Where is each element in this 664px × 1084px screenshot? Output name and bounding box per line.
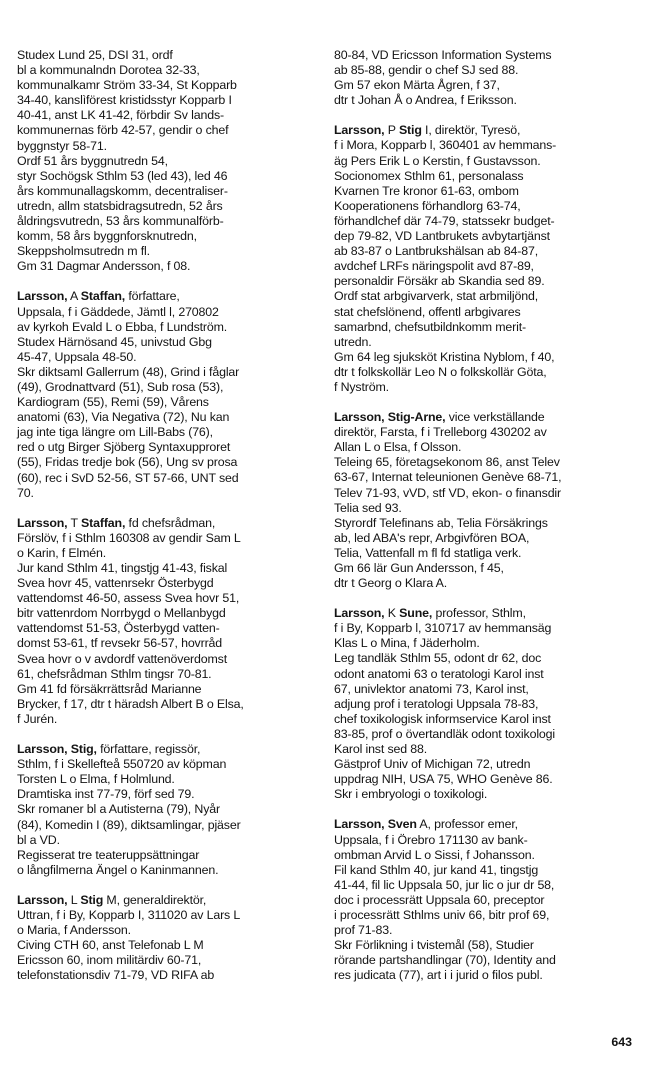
entry-line: Svea hovr o v avdordf vattenöverdomst (17, 651, 228, 666)
initial: T (67, 515, 82, 530)
entry-line: Gm 31 Dagmar Andersson, f 08. (17, 259, 191, 274)
given-name: Staffan, (81, 515, 126, 530)
entry-line: års kommunallagskomm, decentraliser- (17, 183, 228, 198)
entry-line: utredn, allm statsbidragsutredn, 52 års (17, 198, 223, 213)
entry-line: Teleing 65, företagsekonom 86, anst Telev (334, 455, 560, 470)
entry-line: Uppsala, f i Gäddede, Jämtl l, 270802 (17, 304, 219, 319)
entry-line: jag inte tiga längre om Lill-Babs (76), (17, 425, 213, 440)
entry-line: stat chefslönend, offentl arbgivares (334, 304, 521, 319)
entry-heading (17, 742, 317, 757)
entry-line: ab 83-87 o Lantbrukshälsan ab 84-87, (334, 244, 539, 259)
entry-line: Gm 66 lär Gun Andersson, f 45, (334, 561, 504, 575)
entry-line: Kardiogram (55), Remi (59), Vårens (17, 395, 209, 410)
entry-line: Jur kand Sthlm 41, tingstjg 41-43, fiskal (17, 561, 228, 575)
entry-line: 63-67, Internat teleunionen Genève 68-71, (334, 470, 562, 485)
entry-line: Dramtiska inst 77-79, förf sed 79. (17, 787, 195, 802)
entry-line: chef toxikologisk informservice Karol inst (334, 711, 551, 726)
entry-line: f Nyström. (334, 379, 389, 394)
entry-gap (334, 395, 634, 410)
entry-line: Gm 57 ekon Märta Ågren, f 37, (334, 78, 500, 93)
entry-line: Skr diktsaml Gallerrum (48), Grind i fåglar (17, 364, 240, 379)
heading-text: A, professor emer, (416, 817, 518, 832)
entry-line: uppdrag NIH, USA 75, WHO Genève 86. (334, 772, 553, 787)
heading-text: författare, regissör, (96, 742, 201, 757)
entry-line: red o utg Birger Sjöberg Syntaxupproret (17, 440, 231, 455)
entry-line: personaldir Försäkr ab Skandia sed 89. (334, 274, 545, 289)
entry-line: Ordf stat arbgivarverk, stat arbmiljönd, (334, 289, 539, 304)
entry-line: komm, 58 års byggnforsknutredn, (17, 229, 197, 244)
entry-line: Svea hovr 45, vattenrsekr Österbygd (17, 576, 214, 591)
surname: Larsson, (334, 817, 385, 832)
entry-line: i processrätt Sthlms univ 66, bitr prof 69, (334, 907, 550, 922)
entry-line: Förslöv, f i Sthlm 160308 av gendir Sam L (17, 530, 241, 545)
entry-line: o långfilmerna Ängel o Kaninmannen. (17, 862, 219, 877)
entry-line: kommunernas förb 42-57, gendir o chef (17, 123, 229, 138)
surname: Larsson, Stig-Arne, (334, 410, 446, 425)
entry-line: äg Pers Erik L o Kerstin, f Gustavsson. (334, 153, 541, 168)
entry-line: Studex Lund 25, DSI 31, ordf (17, 48, 173, 62)
heading-text: M, generaldirektör, (103, 892, 207, 907)
entry-line: 80-84, VD Ericsson Information Systems (334, 48, 552, 62)
entry-line: Telia sed 93. (334, 500, 402, 515)
entry-gap (334, 591, 634, 606)
entry-line: Uttran, f i By, Kopparb I, 311020 av Lars L (17, 907, 241, 922)
given-name: Sune, (399, 606, 433, 621)
entry-line: bl a VD. (17, 832, 60, 847)
entry-line: bitr vattenrdom Norrbygd o Mellanbygd (17, 606, 226, 621)
entry-line: Studex Härnösand 45, univstud Gbg (17, 334, 212, 349)
given-name: Stig (398, 123, 422, 138)
entry-line: Skr Förlikning i tvistemål (58), Studier (334, 938, 534, 953)
entry-line: Kooperationens förhandlorg 63-74, (334, 198, 521, 213)
entry-line: 83-85, prof o övertandläk odont toxikologi (334, 726, 556, 741)
entry-line: odont anatomi 63 o teratologi Karol inst (334, 666, 544, 681)
entry-line: Fil kand Sthlm 40, jur kand 41, tingstjg (334, 862, 539, 877)
entry-line: byggnstyr 58-71. (17, 138, 107, 153)
entry-line: dtr t Georg o Klara A. (334, 576, 448, 591)
entry-line: Kvarnen Tre kronor 61-63, ombom (334, 183, 519, 198)
entry-line: Civing CTH 60, anst Telefonab L M (17, 938, 204, 953)
surname: Larsson, Stig, (17, 742, 97, 757)
entry-line: (84), Komedin I (89), diktsamlingar, pjäser (17, 817, 241, 832)
entry-line: (60), rec i SvD 52-56, ST 57-66, UNT sed (17, 470, 239, 485)
entry-line: utredn. (334, 334, 372, 349)
entry-heading (17, 289, 317, 304)
surname: Larsson, (334, 123, 385, 138)
initial: L (67, 892, 81, 907)
entry-line: domst 53-61, tf revsekr 56-57, hovrråd (17, 636, 223, 651)
entry-line: Gästprof Univ of Michigan 72, utredn (334, 757, 531, 772)
entry-line: Uppsala, f i Örebro 171130 av bank- (334, 832, 528, 847)
entry-line: Telev 71-93, vVD, stf VD, ekon- o finansdir (334, 485, 562, 500)
entry-line: åldringsvutredn, 53 års kommunalförb- (17, 214, 224, 229)
entry-heading (17, 893, 317, 908)
entry-line: Allan L o Elsa, f Olsson. (334, 440, 462, 455)
entry-line: bl a kommunalndn Dorotea 32-33, (17, 63, 200, 78)
entry-line: Skr i embryologi o toxikologi. (334, 787, 488, 802)
heading-text: fd chefsrådman, (125, 515, 216, 530)
entry-line: vattendomst 51-53, Österbygd vatten- (17, 621, 220, 636)
entry-line: styr Sochögsk Sthlm 53 (led 43), led 46 (17, 168, 228, 183)
given-name: Sven (387, 817, 417, 832)
entry-line: f Jurén. (17, 711, 58, 726)
entry-line: rörande partshandlingar (70), Identity and (334, 953, 556, 968)
entry-line: prof 71-83. (334, 923, 393, 938)
entry-line: avdchef LRFs näringspolit avd 87-89, (334, 259, 534, 274)
entry-gap (17, 501, 317, 516)
entry-line: direktör, Farsta, f i Trelleborg 430202 av (334, 425, 547, 440)
entry-line: Gm 64 leg sjuksköt Kristina Nyblom, f 40, (334, 349, 555, 364)
given-name: Stig (80, 892, 104, 907)
entry-line: Torsten L o Elma, f Holmlund. (17, 772, 175, 787)
heading-text: författare, (125, 289, 180, 304)
given-name: Staffan, (80, 289, 126, 304)
entry-line: dtr t folkskollär Leo N o folkskollär Göta, (334, 364, 547, 379)
entry-line: Socionomex Sthlm 61, personalass (334, 168, 524, 183)
entry-line: 40-41, anst LK 41-42, förbdir Sv lands- (17, 108, 224, 123)
entry-line: (49), Grodnattvard (51), Sub rosa (53), (17, 379, 224, 394)
entry-line: 67, univlektor anatomi 73, Karol inst, (334, 681, 529, 696)
entry-line: ombman Arvid L o Sissi, f Johansson. (334, 847, 535, 862)
heading-text: I, direktör, Tyresö, (421, 123, 521, 138)
surname: Larsson, (334, 606, 385, 621)
entry-line: telefonstationsdiv 71-79, VD RIFA ab (17, 968, 215, 983)
entry-gap (334, 802, 634, 817)
entry-line: Gm 41 fd försäkrrättsråd Marianne (17, 681, 202, 696)
entry-line: Telia, Vattenfall m fl fd statliga verk. (334, 545, 522, 560)
entry-heading (334, 123, 634, 138)
entry-line: adjung prof i teratologi Uppsala 78-83, (334, 696, 539, 711)
entry-line: Skeppsholmsutredn m fl. (17, 244, 150, 259)
entry-line: av kyrkoh Evald L o Ebba, f Lundström. (17, 319, 228, 334)
surname: Larsson, (17, 289, 68, 304)
entry-line: Ericsson 60, inom militärdiv 60-71, (17, 953, 202, 968)
entry-line: f i Mora, Kopparb l, 360401 av hemmans- (334, 138, 557, 153)
entry-line: Styrordf Telefinans ab, Telia Försäkrings (334, 515, 548, 530)
entry-gap (17, 727, 317, 742)
entry-line: Leg tandläk Sthlm 55, odont dr 62, doc (334, 651, 542, 666)
entry-gap (17, 274, 317, 289)
entry-line: res judicata (77), art i i jurid o filos publ. (334, 968, 543, 983)
entry-heading (334, 410, 634, 425)
entry-line: dtr t Johan Å o Andrea, f Eriksson. (334, 93, 517, 108)
initial: P (384, 123, 399, 138)
entry-line: förhandlchef där 74-79, statssekr budget- (334, 213, 555, 228)
entry-heading (17, 516, 317, 531)
entry-line: Ordf 51 års byggnutredn 54, (17, 153, 168, 168)
entry-line: Klas L o Mina, f Jäderholm. (334, 636, 480, 651)
entry-line: Regisserat tre teateruppsättningar (17, 847, 200, 862)
entry-line: anatomi (63), Via Negativa (72), Nu kan (17, 410, 230, 425)
entry-line: Sthlm, f i Skellefteå 550720 av köpman (17, 757, 227, 772)
entry-line: o Karin, f Elmén. (17, 545, 107, 560)
entry-line: 34-40, kanslìförest kristidsstyr Kopparb I (17, 93, 232, 108)
entry-line: doc i processrätt Uppsala 60, preceptor (334, 892, 545, 907)
entry-line: dep 79-82, VD Lantbrukets avbytartjänst (334, 229, 550, 244)
entry-line: kommunalkamr Ström 33-34, St Kopparb (17, 78, 237, 93)
entry-line: Brycker, f 17, dtr t häradsh Albert B o Elsa, (17, 696, 244, 711)
entry-gap (17, 878, 317, 893)
entry-line: Karol inst sed 88. (334, 742, 428, 757)
heading-text: professor, Sthlm, (432, 606, 526, 621)
initial: A (67, 289, 81, 304)
entry-heading (334, 817, 634, 832)
entry-line: 70. (17, 485, 34, 500)
heading-text: vice verkställande (445, 410, 545, 425)
entry-line: 61, chefsrådman Sthlm tingsr 70-81. (17, 666, 212, 681)
entry-line: 41-44, fil lic Uppsala 50, jur lic o jur dr 58, (334, 877, 555, 892)
entry-line: ab, led ABA's repr, Arbgivfören BOA, (334, 530, 530, 545)
initial: K (384, 606, 400, 621)
right-column (334, 48, 634, 983)
entry-line: (55), Fridas tredje bok (56), Ung sv prosa (17, 455, 238, 470)
entry-line: ab 85-88, gendir o chef SJ sed 88. (334, 63, 519, 78)
page-number: 643 (611, 1035, 632, 1049)
entry-line: o Maria, f Andersson. (17, 923, 131, 938)
entry-line: 45-47, Uppsala 48-50. (17, 349, 137, 364)
left-column (17, 48, 317, 983)
entry-line: Skr romaner bl a Autisterna (79), Nyår (17, 802, 220, 817)
entry-line: samarbnd, chefsutbildnkomm merit- (334, 319, 526, 334)
surname: Larsson, (17, 892, 68, 907)
entry-gap (334, 108, 634, 123)
entry-heading (334, 606, 634, 621)
entry-line: vattendomst 46-50, assess Svea hovr 51, (17, 591, 240, 606)
surname: Larsson, (17, 515, 68, 530)
entry-line: f i By, Kopparb l, 310717 av hemmansäg (334, 621, 552, 636)
